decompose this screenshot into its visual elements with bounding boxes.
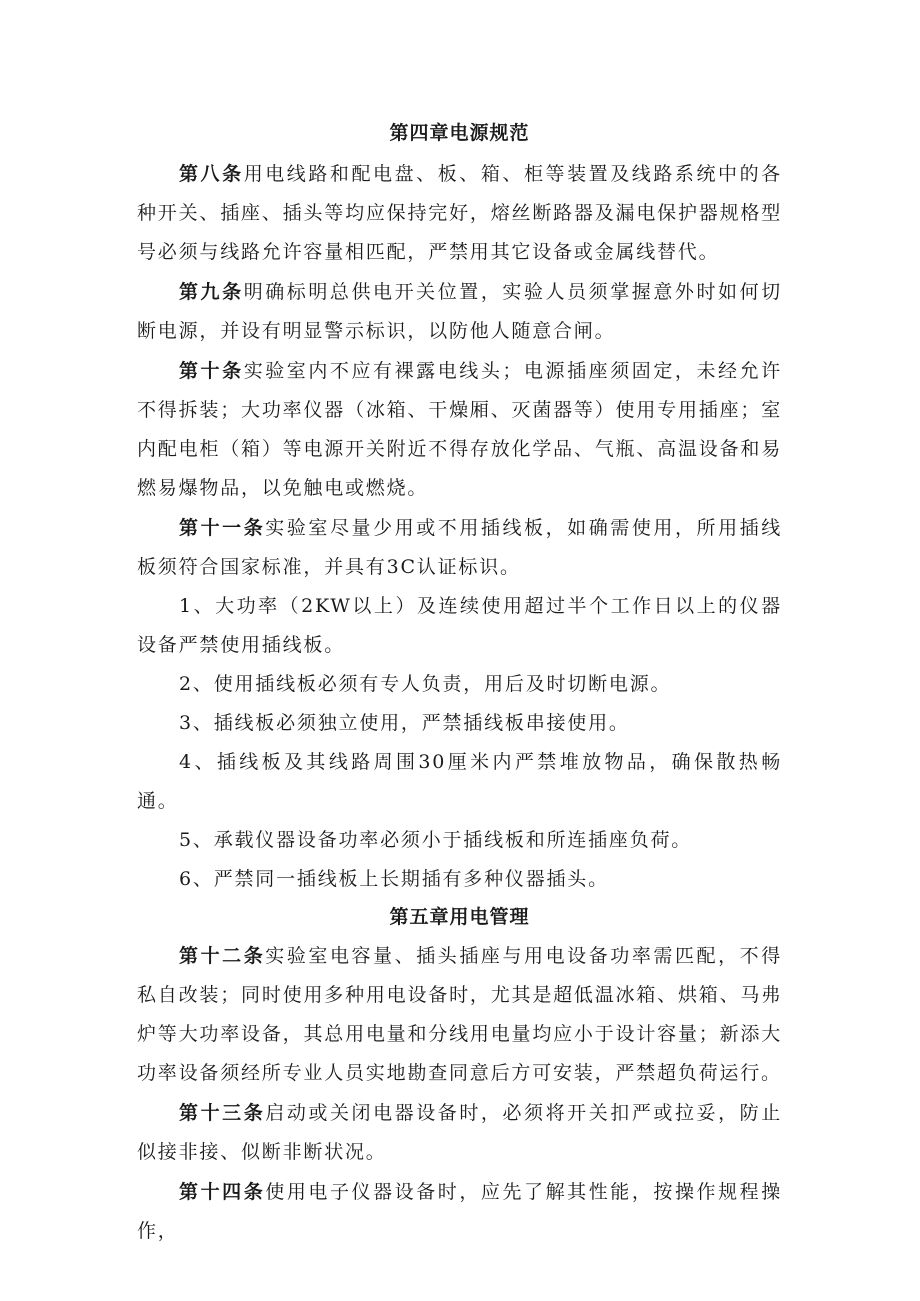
article-11 — [137, 509, 782, 587]
article-text: 使用电子仪器设备时，应先了解其性能，按操作规程操作， — [137, 1181, 783, 1242]
article-13 — [137, 1094, 782, 1172]
article-number: 第十四条 — [179, 1181, 266, 1203]
document-page — [137, 117, 782, 1251]
article-number: 第十条 — [179, 360, 244, 382]
list-item: 5、承载仪器设备功率必须小于插线板和所连插座负荷。 — [179, 829, 693, 851]
list-item: 4、插线板及其线路周围30厘米内严禁堆放物品，确保散热畅通。 — [137, 751, 782, 812]
article-14 — [137, 1173, 782, 1251]
article-text: 实验室内不应有裸露电线头；电源插座须固定，未经允许不得拆装；大功率仪器（冰箱、干燥厢、灭菌器等）使用专用插座；室内配电柜（箱）等电源开关附近不得存放化学品、气瓶、高温设备和易燃易爆物品，以免触电或燃烧。 — [137, 360, 782, 499]
article-text: 明确标明总供电开关位置，实验人员须掌握意外时如何切断电源，并设有明显警示标识，以防他人随意合闸。 — [137, 281, 782, 342]
chapter-4-title: 第四章电源规范 — [389, 122, 530, 144]
list-item: 1、大功率（2KW以上）及连续使用超过半个工作日以上的仪器设备严禁使用插线板。 — [137, 595, 782, 656]
article-text: 用电线路和配电盘、板、箱、柜等装置及线路系统中的各种开关、插座、插头等均应保持完好，熔丝断路器及漏电保护器规格型号必须与线路允许容量相匹配，严禁用其它设备或金属线替代。 — [137, 163, 782, 263]
article-text: 实验室电容量、插头插座与用电设备功率需匹配，不得私自改装；同时使用多种用电设备时，尤其是超低温冰箱、烘箱、马弗炉等大功率设备，其总用电量和分线用电量均应小于设计容量；新添大功率设备须经所专业人员实地勘查同意后方可安装，严禁超负荷运行。 — [137, 945, 783, 1084]
article-12 — [137, 937, 782, 1093]
article-text: 启动或关闭电器设备时，必须将开关扣严或拉妥，防止似接非接、似断非断状况。 — [137, 1102, 783, 1163]
article-number: 第十三条 — [179, 1102, 266, 1124]
article-9 — [137, 273, 782, 351]
article-number: 第十一条 — [179, 517, 266, 539]
article-number: 第九条 — [179, 281, 244, 303]
article-number: 第八条 — [179, 163, 244, 185]
article-10 — [137, 352, 782, 508]
article-8 — [137, 155, 782, 272]
chapter-5-title: 第五章用电管理 — [389, 906, 530, 928]
list-item: 6、严禁同一插线板上长期插有多种仪器插头。 — [179, 868, 609, 890]
article-text: 实验室尽量少用或不用插线板，如确需使用，所用插线板须符合国家标准，并具有3C认证标识。 — [137, 517, 783, 578]
list-item: 3、插线板必须独立使用，严禁插线板串接使用。 — [179, 712, 630, 734]
list-item: 2、使用插线板必须有专人负责，用后及时切断电源。 — [179, 673, 672, 695]
article-number: 第十二条 — [179, 945, 266, 967]
